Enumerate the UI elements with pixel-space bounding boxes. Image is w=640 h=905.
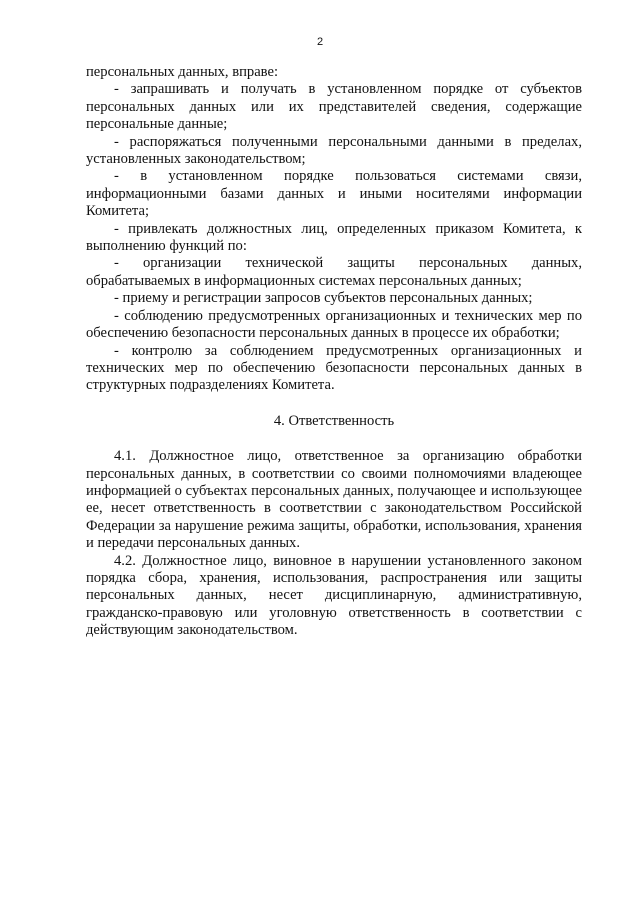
page-number: 2 [316,36,324,48]
paragraph-involve-officials: - привлекать должностных лиц, определенных приказом Комитета, к выполнению функций по: [86,220,582,255]
paragraph-requests-registration: - приему и регистрации запросов субъектов персональных данных; [114,290,533,307]
paragraph-use-systems: - в установленном порядке пользоваться системами связи, информационными базами данных и иными носителями информации Комитета; [86,168,582,220]
paragraph-4-2: 4.2. Должностное лицо, виновное в нарушении установленного законом порядка сбора, хранения, использования, распространения или защиты персональных данных, несет дисциплинарную, административную, гражданско-правовую или уголовную ответственность в соответствии с действующим законодательством. [86,552,582,639]
paragraph-continuation: персональных данных, вправе: [86,64,279,80]
paragraph-dispose-data: - распоряжаться полученными персональными данными в пределах, установленных законодательством; [86,133,582,168]
paragraph-request-data: - запрашивать и получать в установленном порядке от субъектов персональных данных или их представителей сведения, содержащие персональные данные; [86,81,582,133]
paragraph-technical-protection: - организации технической защиты персональных данных, обрабатываемых в информационных системах персональных данных; [86,255,582,289]
document-body [86,64,582,640]
paragraph-4-1: 4.1. Должностное лицо, ответственное за организацию обработки персональных данных, в соответствии со своими полномочиями владеющее информацией о субъектах персональных данных, получающее и использующее ее, несет ответственность в соответствии с законодательством Российской Федерации за нарушение режима защиты, обработки, использования, хранения и передачи персональных данных. [86,448,582,552]
paragraph-control-measures: - контролю за соблюдением предусмотренных организационных и технических мер по обеспечению безопасности персональных данных в структурных подразделениях Комитета. [86,342,582,394]
section-heading: 4. Ответственность [273,412,395,429]
paragraph-compliance-measures: - соблюдению предусмотренных организационных и технических мер по обеспечению безопасности персональных данных в процессе их обработки; [86,307,582,342]
